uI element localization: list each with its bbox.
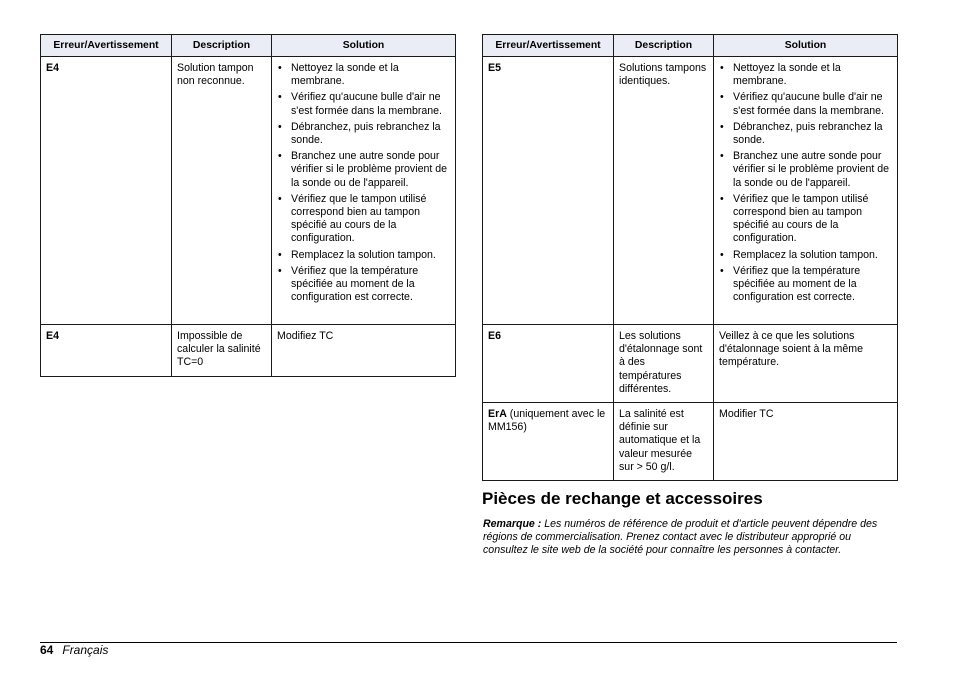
page-number: 64 — [40, 643, 54, 657]
header-description: Description — [614, 35, 714, 57]
table-header-row — [41, 35, 456, 57]
solution-cell: Veillez à ce que les solutions d'étalonnage soient à la même température. — [714, 325, 898, 403]
solution-item: • Vérifiez que le tampon utilisé correspond bien au tampon spécifié au cours de la configuration. — [277, 193, 450, 246]
table-row — [483, 57, 898, 325]
solution-list — [719, 62, 892, 304]
solution-item: • Débranchez, puis rebranchez la sonde. — [719, 121, 892, 147]
header-code: Erreur/Avertissement — [41, 35, 172, 57]
solution-item: • Vérifiez que la température spécifiée au moment de la configuration est correcte. — [719, 265, 892, 305]
error-table-right — [482, 34, 898, 481]
table-row — [41, 57, 456, 325]
solution-item: • Nettoyez la sonde et la membrane. — [277, 62, 450, 88]
page-footer — [40, 643, 108, 657]
solution-item: • Débranchez, puis rebranchez la sonde. — [277, 121, 450, 147]
solution-item: • Vérifiez qu'aucune bulle d'air ne s'est formée dans la membrane. — [277, 91, 450, 117]
solution-item: • Nettoyez la sonde et la membrane. — [719, 62, 892, 88]
header-solution: Solution — [272, 35, 456, 57]
solution-item: • Remplacez la solution tampon. — [719, 249, 892, 262]
error-code: E4 — [41, 57, 172, 325]
table-row — [41, 325, 456, 377]
error-code-note: (uniquement avec le MM156) — [488, 408, 606, 434]
error-code-cell — [483, 403, 614, 481]
header-solution: Solution — [714, 35, 898, 57]
footer-divider — [40, 642, 897, 643]
error-description: Impossible de calculer la salinité TC=0 — [172, 325, 272, 377]
note-paragraph — [483, 518, 898, 558]
error-code: E5 — [483, 57, 614, 325]
header-code: Erreur/Avertissement — [483, 35, 614, 57]
table-header-row — [483, 35, 898, 57]
solution-item: • Vérifiez qu'aucune bulle d'air ne s'est formée dans la membrane. — [719, 91, 892, 117]
header-description: Description — [172, 35, 272, 57]
solution-list — [277, 62, 450, 304]
error-code: ErA — [488, 408, 507, 421]
solution-item: • Branchez une autre sonde pour vérifier si le problème provient de la sonde ou de l'appareil. — [277, 150, 450, 190]
solution-item: • Branchez une autre sonde pour vérifier si le problème provient de la sonde ou de l'appareil. — [719, 150, 892, 190]
error-code: E6 — [483, 325, 614, 403]
footer-language: Français — [62, 643, 109, 657]
note-text: Les numéros de référence de produit et d'article peuvent dépendre des régions de commercialisation. Prenez contact avec le distributeur approprié ou consultez le site web de la société pour connaître les personnes à contacter. — [483, 518, 878, 557]
error-description: Solutions tampons identiques. — [614, 57, 714, 325]
solution-item: • Vérifiez que la température spécifiée au moment de la configuration est correcte. — [277, 265, 450, 305]
solution-cell — [714, 57, 898, 325]
solution-cell — [272, 57, 456, 325]
note-label: Remarque : — [483, 518, 542, 530]
error-table-left — [40, 34, 456, 377]
table-row — [483, 325, 898, 403]
error-description: Les solutions d'étalonnage sont à des températures différentes. — [614, 325, 714, 403]
solution-cell: Modifiez TC — [272, 325, 456, 377]
solution-cell: Modifier TC — [714, 403, 898, 481]
section-title: Pièces de rechange et accessoires — [482, 489, 763, 508]
error-code: E4 — [41, 325, 172, 377]
solution-item: • Vérifiez que le tampon utilisé correspond bien au tampon spécifié au cours de la configuration. — [719, 193, 892, 246]
error-description: Solution tampon non reconnue. — [172, 57, 272, 325]
table-row — [483, 403, 898, 481]
error-description: La salinité est définie sur automatique et la valeur mesurée sur > 50 g/l. — [614, 403, 714, 481]
solution-item: • Remplacez la solution tampon. — [277, 249, 450, 262]
